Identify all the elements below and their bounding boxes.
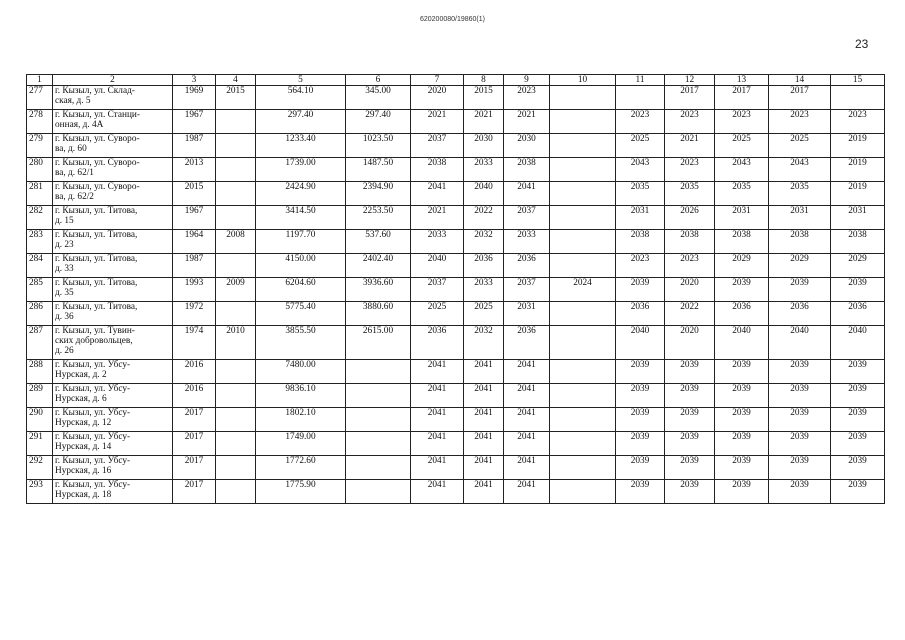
table-cell: 1993: [173, 278, 216, 302]
table-cell: 2019: [831, 158, 885, 182]
table-cell: 2039: [715, 432, 769, 456]
table-cell: 2038: [504, 158, 550, 182]
table-cell: 2022: [665, 302, 715, 326]
table-cell: 2023: [665, 110, 715, 134]
address-cell: г. Кызыл, ул. Суворо- ва, д. 62/1: [53, 158, 173, 182]
table-cell: 2041: [411, 182, 464, 206]
table-cell: 278: [27, 110, 53, 134]
table-cell: 2041: [504, 432, 550, 456]
column-header-7: 7: [411, 75, 464, 86]
table-cell: 345.00: [346, 86, 411, 110]
table-cell: 2039: [616, 278, 665, 302]
table-cell: 2041: [464, 456, 504, 480]
table-cell: [550, 360, 616, 384]
table-cell: [216, 432, 256, 456]
table-cell: 2035: [715, 182, 769, 206]
table-cell: 2041: [504, 360, 550, 384]
table-cell: [616, 86, 665, 110]
address-cell: г. Кызыл, ул. Титова, д. 33: [53, 254, 173, 278]
table-cell: 1749.00: [256, 432, 346, 456]
table-cell: 1964: [173, 230, 216, 254]
table-cell: 1739.00: [256, 158, 346, 182]
table-cell: 2040: [715, 326, 769, 360]
table-cell: 2037: [504, 278, 550, 302]
table-cell: 283: [27, 230, 53, 254]
table-cell: 537.60: [346, 230, 411, 254]
table-cell: [550, 302, 616, 326]
table-cell: 2035: [665, 182, 715, 206]
table-cell: 2038: [411, 158, 464, 182]
table-cell: 2008: [216, 230, 256, 254]
table-cell: 293: [27, 480, 53, 504]
table-cell: 2031: [831, 206, 885, 230]
table-cell: 1197.70: [256, 230, 346, 254]
table-row: [27, 278, 885, 302]
table-row: [27, 134, 885, 158]
table-cell: [216, 206, 256, 230]
table-cell: 2036: [616, 302, 665, 326]
table-cell: 2041: [504, 182, 550, 206]
table-cell: 3414.50: [256, 206, 346, 230]
table-cell: 2025: [411, 302, 464, 326]
column-header-6: 6: [346, 75, 411, 86]
table-cell: 2036: [411, 326, 464, 360]
table-cell: 2038: [715, 230, 769, 254]
table-cell: [550, 158, 616, 182]
table-cell: 2036: [769, 302, 831, 326]
table-cell: 2031: [616, 206, 665, 230]
table-cell: 3855.50: [256, 326, 346, 360]
column-header-4: 4: [216, 75, 256, 86]
column-header-12: 12: [665, 75, 715, 86]
table-cell: [550, 86, 616, 110]
table-cell: 2017: [173, 480, 216, 504]
address-cell: г. Кызыл, ул. Склад- ская, д. 5: [53, 86, 173, 110]
address-cell: г. Кызыл, ул. Титова, д. 23: [53, 230, 173, 254]
table-cell: 1972: [173, 302, 216, 326]
address-cell: г. Кызыл, ул. Убсу- Нурская, д. 14: [53, 432, 173, 456]
table-row: [27, 384, 885, 408]
address-cell: г. Кызыл, ул. Убсу- Нурская, д. 6: [53, 384, 173, 408]
table-cell: [346, 456, 411, 480]
data-table: [26, 74, 885, 504]
table-row: [27, 158, 885, 182]
table-cell: 2041: [411, 384, 464, 408]
table-cell: 2039: [616, 456, 665, 480]
table-cell: 2041: [464, 384, 504, 408]
table-cell: 2016: [173, 360, 216, 384]
table-cell: [216, 408, 256, 432]
table-cell: [550, 432, 616, 456]
table-cell: 2040: [769, 326, 831, 360]
table-cell: [216, 480, 256, 504]
address-cell: г. Кызыл, ул. Убсу- Нурская, д. 2: [53, 360, 173, 384]
table-cell: [550, 134, 616, 158]
table-cell: 1772.60: [256, 456, 346, 480]
column-header-9: 9: [504, 75, 550, 86]
column-header-8: 8: [464, 75, 504, 86]
table-cell: 2043: [715, 158, 769, 182]
table-cell: 297.40: [346, 110, 411, 134]
table-cell: 2025: [464, 302, 504, 326]
table-cell: [216, 384, 256, 408]
table-cell: 282: [27, 206, 53, 230]
table-cell: 2023: [665, 254, 715, 278]
table-cell: [346, 384, 411, 408]
table-cell: 2038: [831, 230, 885, 254]
table-cell: 2039: [715, 408, 769, 432]
table-row: [27, 254, 885, 278]
table-cell: 290: [27, 408, 53, 432]
document-id: 620200080/19860(1): [419, 16, 485, 23]
table-cell: 2017: [715, 86, 769, 110]
table-cell: 2039: [665, 360, 715, 384]
column-header-11: 11: [616, 75, 665, 86]
table-cell: 2035: [769, 182, 831, 206]
table-cell: 2022: [464, 206, 504, 230]
table-cell: 2017: [173, 408, 216, 432]
table-cell: 2040: [831, 326, 885, 360]
table-cell: 1775.90: [256, 480, 346, 504]
address-cell: г. Кызыл, ул. Суворо- ва, д. 62/2: [53, 182, 173, 206]
table-cell: [346, 480, 411, 504]
table-cell: 1233.40: [256, 134, 346, 158]
table-cell: 2040: [411, 254, 464, 278]
table-cell: 2043: [616, 158, 665, 182]
table-cell: 2037: [411, 134, 464, 158]
table-cell: 2020: [665, 278, 715, 302]
table-cell: 2038: [665, 230, 715, 254]
table-cell: 2041: [504, 456, 550, 480]
table-cell: 2019: [831, 134, 885, 158]
table-cell: 2032: [464, 230, 504, 254]
table-cell: 2020: [411, 86, 464, 110]
table-cell: 2615.00: [346, 326, 411, 360]
table-cell: 2037: [504, 206, 550, 230]
table-cell: [550, 408, 616, 432]
table-cell: 297.40: [256, 110, 346, 134]
table-cell: 2033: [464, 278, 504, 302]
table-cell: 2035: [616, 182, 665, 206]
table-cell: 2041: [464, 408, 504, 432]
table-cell: 2039: [769, 408, 831, 432]
table-cell: 2039: [769, 360, 831, 384]
table-cell: [216, 134, 256, 158]
table-cell: 2036: [464, 254, 504, 278]
table-cell: 2036: [504, 254, 550, 278]
column-header-15: 15: [831, 75, 885, 86]
column-header-3: 3: [173, 75, 216, 86]
table-cell: 2017: [173, 456, 216, 480]
table-cell: 2025: [616, 134, 665, 158]
table-cell: [346, 408, 411, 432]
column-header-13: 13: [715, 75, 769, 86]
address-cell: г. Кызыл, ул. Титова, д. 15: [53, 206, 173, 230]
table-cell: 2039: [715, 384, 769, 408]
table-cell: 2023: [715, 110, 769, 134]
column-header-5: 5: [256, 75, 346, 86]
table-cell: 2021: [504, 110, 550, 134]
table-cell: [550, 326, 616, 360]
table-cell: 2039: [831, 480, 885, 504]
table-row: [27, 206, 885, 230]
table-cell: 2040: [616, 326, 665, 360]
table-cell: [550, 456, 616, 480]
table-cell: 2041: [504, 408, 550, 432]
table-cell: [550, 480, 616, 504]
table-cell: 2021: [665, 134, 715, 158]
table-cell: 2020: [665, 326, 715, 360]
table-cell: 292: [27, 456, 53, 480]
table-cell: 284: [27, 254, 53, 278]
table-cell: 2039: [769, 456, 831, 480]
table-cell: 2023: [616, 254, 665, 278]
table-cell: 2394.90: [346, 182, 411, 206]
table-cell: 9836.10: [256, 384, 346, 408]
table-cell: 2039: [665, 432, 715, 456]
table-cell: 2039: [769, 278, 831, 302]
table-cell: 2033: [464, 158, 504, 182]
table-cell: [831, 86, 885, 110]
table-cell: 2043: [769, 158, 831, 182]
table-cell: [216, 302, 256, 326]
table-cell: 2039: [715, 278, 769, 302]
table-cell: 2023: [831, 110, 885, 134]
table-row: [27, 360, 885, 384]
table-body: [27, 86, 885, 504]
table-row: [27, 182, 885, 206]
table-cell: 2023: [665, 158, 715, 182]
table-row: [27, 110, 885, 134]
table-cell: 1967: [173, 110, 216, 134]
table-cell: 2039: [665, 456, 715, 480]
table-cell: 2036: [715, 302, 769, 326]
table-cell: 3936.60: [346, 278, 411, 302]
table-cell: [550, 384, 616, 408]
table-cell: 2039: [715, 456, 769, 480]
table-cell: 2039: [831, 278, 885, 302]
table-cell: 2029: [769, 254, 831, 278]
table-cell: 564.10: [256, 86, 346, 110]
table-cell: 2037: [411, 278, 464, 302]
address-cell: г. Кызыл, ул. Суворо- ва, д. 60: [53, 134, 173, 158]
address-cell: г. Кызыл, ул. Титова, д. 36: [53, 302, 173, 326]
table-cell: 2019: [831, 182, 885, 206]
table-cell: 2041: [464, 432, 504, 456]
table-cell: 2039: [665, 480, 715, 504]
address-cell: г. Кызыл, ул. Титова, д. 35: [53, 278, 173, 302]
table-cell: 1969: [173, 86, 216, 110]
table-cell: 287: [27, 326, 53, 360]
table-cell: 2039: [616, 384, 665, 408]
table-cell: 2039: [616, 408, 665, 432]
table-cell: [346, 360, 411, 384]
table-cell: [216, 456, 256, 480]
table-cell: 2031: [715, 206, 769, 230]
table-cell: 2016: [173, 384, 216, 408]
table-cell: 1802.10: [256, 408, 346, 432]
table-row: [27, 86, 885, 110]
address-cell: г. Кызыл, ул. Тувин- ских добровольцев, д. 26: [53, 326, 173, 360]
table-cell: 2021: [464, 110, 504, 134]
table-cell: 2039: [831, 408, 885, 432]
table-cell: 2023: [616, 110, 665, 134]
table-cell: [550, 206, 616, 230]
table-cell: 2039: [831, 456, 885, 480]
table-cell: 279: [27, 134, 53, 158]
table-cell: 2039: [715, 360, 769, 384]
table-cell: 2033: [411, 230, 464, 254]
table-cell: 2024: [550, 278, 616, 302]
table-cell: 288: [27, 360, 53, 384]
table-cell: [216, 158, 256, 182]
table-cell: 2039: [769, 480, 831, 504]
table-cell: 2039: [831, 384, 885, 408]
table-cell: 2029: [715, 254, 769, 278]
table-cell: 291: [27, 432, 53, 456]
address-cell: г. Кызыл, ул. Станци- онная, д. 4А: [53, 110, 173, 134]
table-cell: 2017: [769, 86, 831, 110]
table-cell: 7480.00: [256, 360, 346, 384]
table-cell: 3880.60: [346, 302, 411, 326]
table-cell: 277: [27, 86, 53, 110]
table-cell: 2038: [769, 230, 831, 254]
table-cell: 2039: [831, 360, 885, 384]
table-row: [27, 408, 885, 432]
table-cell: 2015: [216, 86, 256, 110]
table-cell: [550, 182, 616, 206]
table-cell: 2017: [665, 86, 715, 110]
table-cell: 286: [27, 302, 53, 326]
table-cell: 2036: [504, 326, 550, 360]
table-cell: 6204.60: [256, 278, 346, 302]
table-cell: 2038: [616, 230, 665, 254]
column-header-14: 14: [769, 75, 831, 86]
table-cell: [550, 230, 616, 254]
table-cell: [550, 110, 616, 134]
table-cell: [216, 110, 256, 134]
table-cell: 289: [27, 384, 53, 408]
table-cell: 2253.50: [346, 206, 411, 230]
column-header-1: 1: [27, 75, 53, 86]
column-header-10: 10: [550, 75, 616, 86]
table-cell: 285: [27, 278, 53, 302]
table-cell: 2031: [504, 302, 550, 326]
table-cell: 2032: [464, 326, 504, 360]
table-cell: 2424.90: [256, 182, 346, 206]
table-cell: 1987: [173, 134, 216, 158]
table-cell: 2009: [216, 278, 256, 302]
table-cell: 2041: [464, 480, 504, 504]
table-cell: 2039: [665, 384, 715, 408]
table-row: [27, 456, 885, 480]
table-cell: 2015: [173, 182, 216, 206]
table-cell: 2039: [769, 432, 831, 456]
table-cell: 2039: [616, 480, 665, 504]
header-row: [27, 75, 885, 86]
address-cell: г. Кызыл, ул. Убсу- Нурская, д. 16: [53, 456, 173, 480]
table-cell: 2036: [831, 302, 885, 326]
table-cell: [346, 432, 411, 456]
table-cell: 2041: [464, 360, 504, 384]
table-cell: 281: [27, 182, 53, 206]
table-cell: 2010: [216, 326, 256, 360]
table-cell: 1974: [173, 326, 216, 360]
table-cell: 2039: [769, 384, 831, 408]
table-cell: 2402.40: [346, 254, 411, 278]
table-cell: 2033: [504, 230, 550, 254]
table-cell: 2039: [665, 408, 715, 432]
table-cell: [216, 360, 256, 384]
table-cell: 2025: [715, 134, 769, 158]
table-cell: 4150.00: [256, 254, 346, 278]
table-cell: 2013: [173, 158, 216, 182]
table-cell: [216, 182, 256, 206]
address-cell: г. Кызыл, ул. Убсу- Нурская, д. 18: [53, 480, 173, 504]
address-cell: г. Кызыл, ул. Убсу- Нурская, д. 12: [53, 408, 173, 432]
table-cell: 5775.40: [256, 302, 346, 326]
page-number: 23: [855, 37, 869, 51]
table-cell: 2023: [769, 110, 831, 134]
table-cell: 2041: [411, 432, 464, 456]
table-cell: 2015: [464, 86, 504, 110]
table-cell: 2021: [411, 110, 464, 134]
table-row: [27, 480, 885, 504]
table-cell: 2026: [665, 206, 715, 230]
table-cell: 2030: [464, 134, 504, 158]
table-cell: 2029: [831, 254, 885, 278]
table-cell: 2041: [504, 480, 550, 504]
table-cell: 1987: [173, 254, 216, 278]
table-cell: 2030: [504, 134, 550, 158]
table-cell: 1487.50: [346, 158, 411, 182]
table-cell: 2041: [504, 384, 550, 408]
table-cell: 2023: [504, 86, 550, 110]
table-cell: 2041: [411, 408, 464, 432]
table-cell: 2021: [411, 206, 464, 230]
table-cell: 2031: [769, 206, 831, 230]
table-cell: 2017: [173, 432, 216, 456]
table-cell: 2039: [616, 360, 665, 384]
table-row: [27, 432, 885, 456]
table-cell: 2025: [769, 134, 831, 158]
table-cell: 2039: [831, 432, 885, 456]
table-cell: 2041: [411, 480, 464, 504]
table-row: [27, 302, 885, 326]
table-cell: 2040: [464, 182, 504, 206]
table-cell: 280: [27, 158, 53, 182]
table-cell: [216, 254, 256, 278]
table-cell: 2041: [411, 360, 464, 384]
table-cell: 2039: [715, 480, 769, 504]
table-row: [27, 326, 885, 360]
table-row: [27, 230, 885, 254]
column-header-2: 2: [53, 75, 173, 86]
table-cell: 2041: [411, 456, 464, 480]
table-cell: [550, 254, 616, 278]
table-cell: 1023.50: [346, 134, 411, 158]
table-cell: 2039: [616, 432, 665, 456]
table-cell: 1967: [173, 206, 216, 230]
